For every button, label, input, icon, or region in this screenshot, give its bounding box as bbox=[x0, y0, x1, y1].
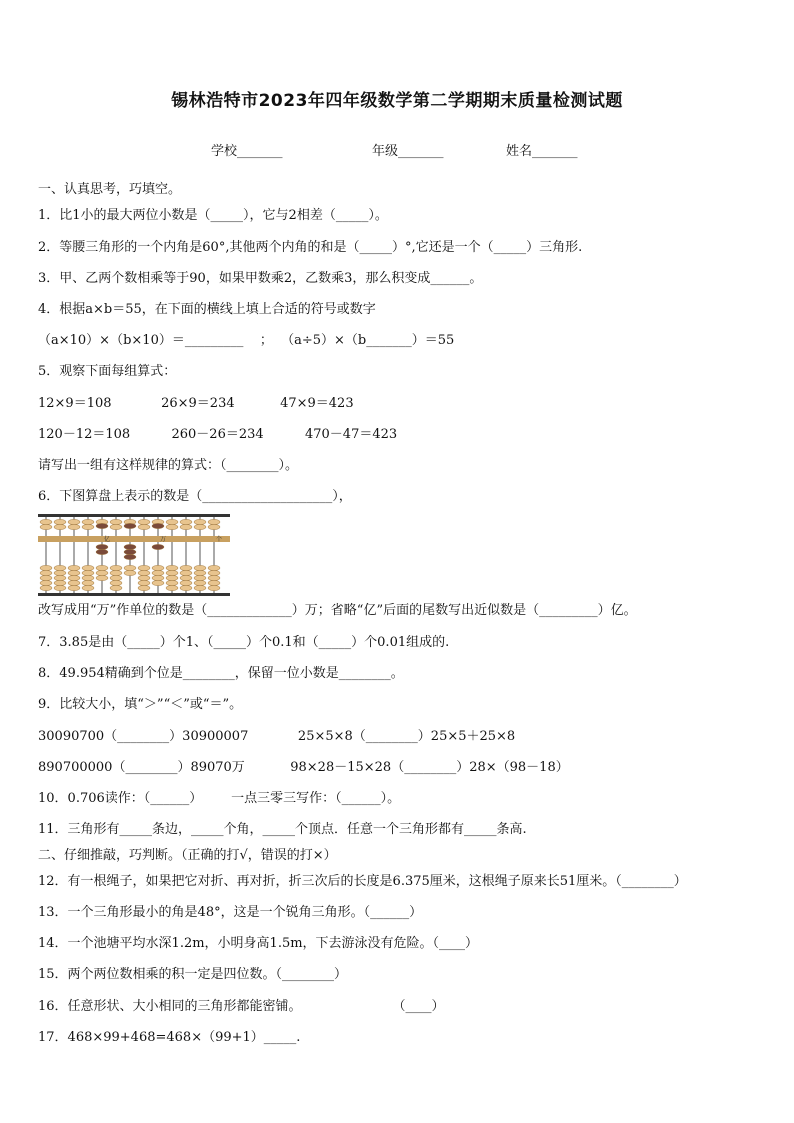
abacus-bead bbox=[68, 575, 80, 580]
abacus-bead bbox=[40, 519, 52, 524]
question-7: 7．3.85是由（_____）个1、（_____）个0.1和（_____）个0.01组成的. bbox=[38, 635, 450, 650]
abacus-bottom-bar bbox=[38, 593, 230, 596]
abacus-bead bbox=[208, 565, 220, 570]
school-field[interactable]: 学校_______ bbox=[211, 144, 283, 159]
question-16: 16．任意形状、大小相同的三角形都能密铺。 （____） bbox=[38, 999, 445, 1014]
question-8: 8．49.954精确到个位是________，保留一位小数是________。 bbox=[38, 666, 404, 681]
abacus-bead bbox=[68, 524, 80, 529]
abacus-bead bbox=[138, 580, 150, 585]
abacus-bead bbox=[82, 580, 94, 585]
abacus-bead bbox=[166, 580, 178, 585]
question-6-part-2: 改写成用“万”作单位的数是（_____________）万；省略“亿”后面的尾数写出近似数是（_________）亿。 bbox=[38, 603, 637, 618]
question-12: 12．有一根绳子，如果把它对折、再对折，折三次后的长度是6.375厘米，这根绳子原来长51厘米。（________） bbox=[38, 874, 687, 889]
grade-field[interactable]: 年级_______ bbox=[372, 144, 444, 159]
abacus-bead bbox=[54, 580, 66, 585]
abacus-bead bbox=[54, 585, 66, 590]
question-4: 4．根据a×b＝55，在下面的横线上填上合适的符号或数字 bbox=[38, 302, 376, 317]
abacus-bead bbox=[208, 524, 220, 529]
abacus-bead bbox=[110, 580, 122, 585]
abacus-bead bbox=[124, 544, 136, 549]
abacus-bead bbox=[82, 524, 94, 529]
name-field[interactable]: 姓名_______ bbox=[506, 144, 578, 159]
section-2-heading: 二、仔细推敲，巧判断。（正确的打√，错误的打×） bbox=[38, 848, 337, 863]
abacus-bead bbox=[138, 565, 150, 570]
page-title: 锡林浩特市2023年四年级数学第二学期期末质量检测试题 bbox=[171, 91, 623, 111]
abacus-bead bbox=[124, 554, 136, 559]
question-15: 15．两个两位数相乘的积一定是四位数。（________） bbox=[38, 967, 348, 982]
abacus-bead bbox=[124, 549, 136, 554]
abacus-bead bbox=[208, 585, 220, 590]
abacus-bead bbox=[54, 570, 66, 575]
question-9-row-2: 890700000（________）89070万 98×28－15×28（________）28×（98－18） bbox=[38, 760, 569, 775]
abacus-bead bbox=[110, 575, 122, 580]
abacus-bead bbox=[180, 580, 192, 585]
abacus-bead bbox=[40, 585, 52, 590]
abacus-bead bbox=[152, 575, 164, 580]
abacus-bead bbox=[180, 585, 192, 590]
abacus-bead bbox=[68, 570, 80, 575]
abacus-bead bbox=[180, 575, 192, 580]
question-13: 13．一个三角形最小的角是48°，这是一个锐角三角形。（______） bbox=[38, 905, 423, 920]
abacus-bead bbox=[208, 575, 220, 580]
abacus-bead bbox=[166, 575, 178, 580]
abacus-bead bbox=[208, 570, 220, 575]
abacus-bead bbox=[124, 565, 136, 570]
abacus-bead bbox=[40, 575, 52, 580]
abacus-bead bbox=[152, 565, 164, 570]
abacus-bead bbox=[152, 523, 164, 528]
question-5-row-1: 12×9＝108 26×9＝234 47×9＝423 bbox=[38, 396, 354, 411]
abacus-bead bbox=[96, 565, 108, 570]
abacus-bead bbox=[166, 570, 178, 575]
abacus-bead bbox=[138, 585, 150, 590]
abacus-bead bbox=[110, 570, 122, 575]
abacus-frame bbox=[38, 514, 230, 596]
abacus-bead bbox=[54, 519, 66, 524]
abacus-bead bbox=[194, 585, 206, 590]
abacus-bead bbox=[96, 570, 108, 575]
abacus-bead bbox=[208, 580, 220, 585]
abacus-bead bbox=[68, 585, 80, 590]
abacus-bead bbox=[110, 565, 122, 570]
question-4-blanks: （a×10）×（b×10）＝_________ ； （a÷5）×（b_______）＝55 bbox=[38, 333, 455, 348]
abacus-bead bbox=[138, 519, 150, 524]
abacus-bead bbox=[82, 585, 94, 590]
abacus-bead bbox=[110, 585, 122, 590]
abacus-bead bbox=[180, 519, 192, 524]
abacus-bead bbox=[96, 549, 108, 554]
question-3: 3．甲、乙两个数相乘等于90，如果甲数乘2，乙数乘3，那么积变成______。 bbox=[38, 271, 483, 286]
abacus-bead bbox=[180, 524, 192, 529]
abacus-bead bbox=[138, 575, 150, 580]
abacus-bead bbox=[208, 519, 220, 524]
question-14: 14．一个池塘平均水深1.2m，小明身高1.5m，下去游泳没有危险。（____） bbox=[38, 936, 479, 951]
abacus-bead bbox=[194, 570, 206, 575]
question-11: 11．三角形有_____条边，_____个角，_____个顶点．任意一个三角形都有_____条高. bbox=[38, 822, 527, 837]
question-5: 5．观察下面每组算式： bbox=[38, 364, 177, 379]
abacus-bead bbox=[54, 565, 66, 570]
abacus-bead bbox=[54, 575, 66, 580]
abacus-bead bbox=[166, 519, 178, 524]
abacus-bead bbox=[194, 575, 206, 580]
abacus-bead bbox=[68, 519, 80, 524]
abacus-bead bbox=[166, 585, 178, 590]
abacus-bead bbox=[82, 575, 94, 580]
abacus-bead bbox=[124, 523, 136, 528]
abacus-bead bbox=[194, 524, 206, 529]
abacus-bead bbox=[110, 519, 122, 524]
abacus-label: 万 bbox=[160, 536, 167, 543]
abacus-bead bbox=[152, 544, 164, 549]
abacus-label: 个 bbox=[216, 536, 223, 543]
abacus-bead bbox=[96, 523, 108, 528]
abacus-bead bbox=[96, 544, 108, 549]
abacus-top-bar bbox=[38, 514, 230, 517]
abacus-bead bbox=[68, 565, 80, 570]
abacus-bead bbox=[138, 570, 150, 575]
abacus-bead bbox=[166, 524, 178, 529]
abacus-bead bbox=[194, 565, 206, 570]
abacus-bead bbox=[68, 580, 80, 585]
abacus-bead bbox=[40, 565, 52, 570]
abacus-bead bbox=[40, 570, 52, 575]
abacus-bead bbox=[40, 580, 52, 585]
question-6: 6．下图算盘上表示的数是（____________________）， bbox=[38, 489, 352, 504]
abacus-bead bbox=[82, 519, 94, 524]
abacus-bead bbox=[194, 519, 206, 524]
abacus-label: 亿 bbox=[104, 536, 111, 543]
question-9-row-1: 30090700（________）30900007 25×5×8（________）25×5＋25×8 bbox=[38, 729, 516, 744]
abacus-bead bbox=[54, 524, 66, 529]
abacus-bead bbox=[152, 570, 164, 575]
question-10: 10．0.706读作：（______） 一点三零三写作：（______）。 bbox=[38, 791, 401, 806]
abacus-bead bbox=[180, 570, 192, 575]
abacus-beam bbox=[38, 536, 230, 542]
abacus-bead bbox=[82, 570, 94, 575]
question-1: 1．比1小的最大两位小数是（_____），它与2相差（_____）。 bbox=[38, 208, 388, 223]
question-2: 2．等腰三角形的一个内角是60°,其他两个内角的和是（_____）°,它还是一个（_____）三角形. bbox=[38, 240, 583, 255]
abacus-bead bbox=[124, 570, 136, 575]
abacus-bead bbox=[180, 565, 192, 570]
question-5-answer: 请写出一组有这样规律的算式：（________）。 bbox=[38, 458, 299, 473]
abacus-image bbox=[38, 514, 230, 596]
section-1-heading: 一、认真思考，巧填空。 bbox=[38, 182, 182, 197]
abacus-bead bbox=[194, 580, 206, 585]
abacus-bead bbox=[96, 575, 108, 580]
abacus-bead bbox=[110, 524, 122, 529]
student-info-row bbox=[0, 140, 794, 160]
abacus-bead bbox=[166, 565, 178, 570]
question-5-row-2: 120－12＝108 260－26＝234 470－47＝423 bbox=[38, 427, 398, 442]
question-9: 9．比较大小，填“＞”“＜”或“＝”。 bbox=[38, 697, 243, 712]
abacus-bead bbox=[138, 524, 150, 529]
abacus-bead bbox=[40, 524, 52, 529]
abacus-bead bbox=[82, 565, 94, 570]
abacus-bead bbox=[152, 580, 164, 585]
question-17: 17．468×99+468=468×（99+1）_____. bbox=[38, 1030, 301, 1045]
